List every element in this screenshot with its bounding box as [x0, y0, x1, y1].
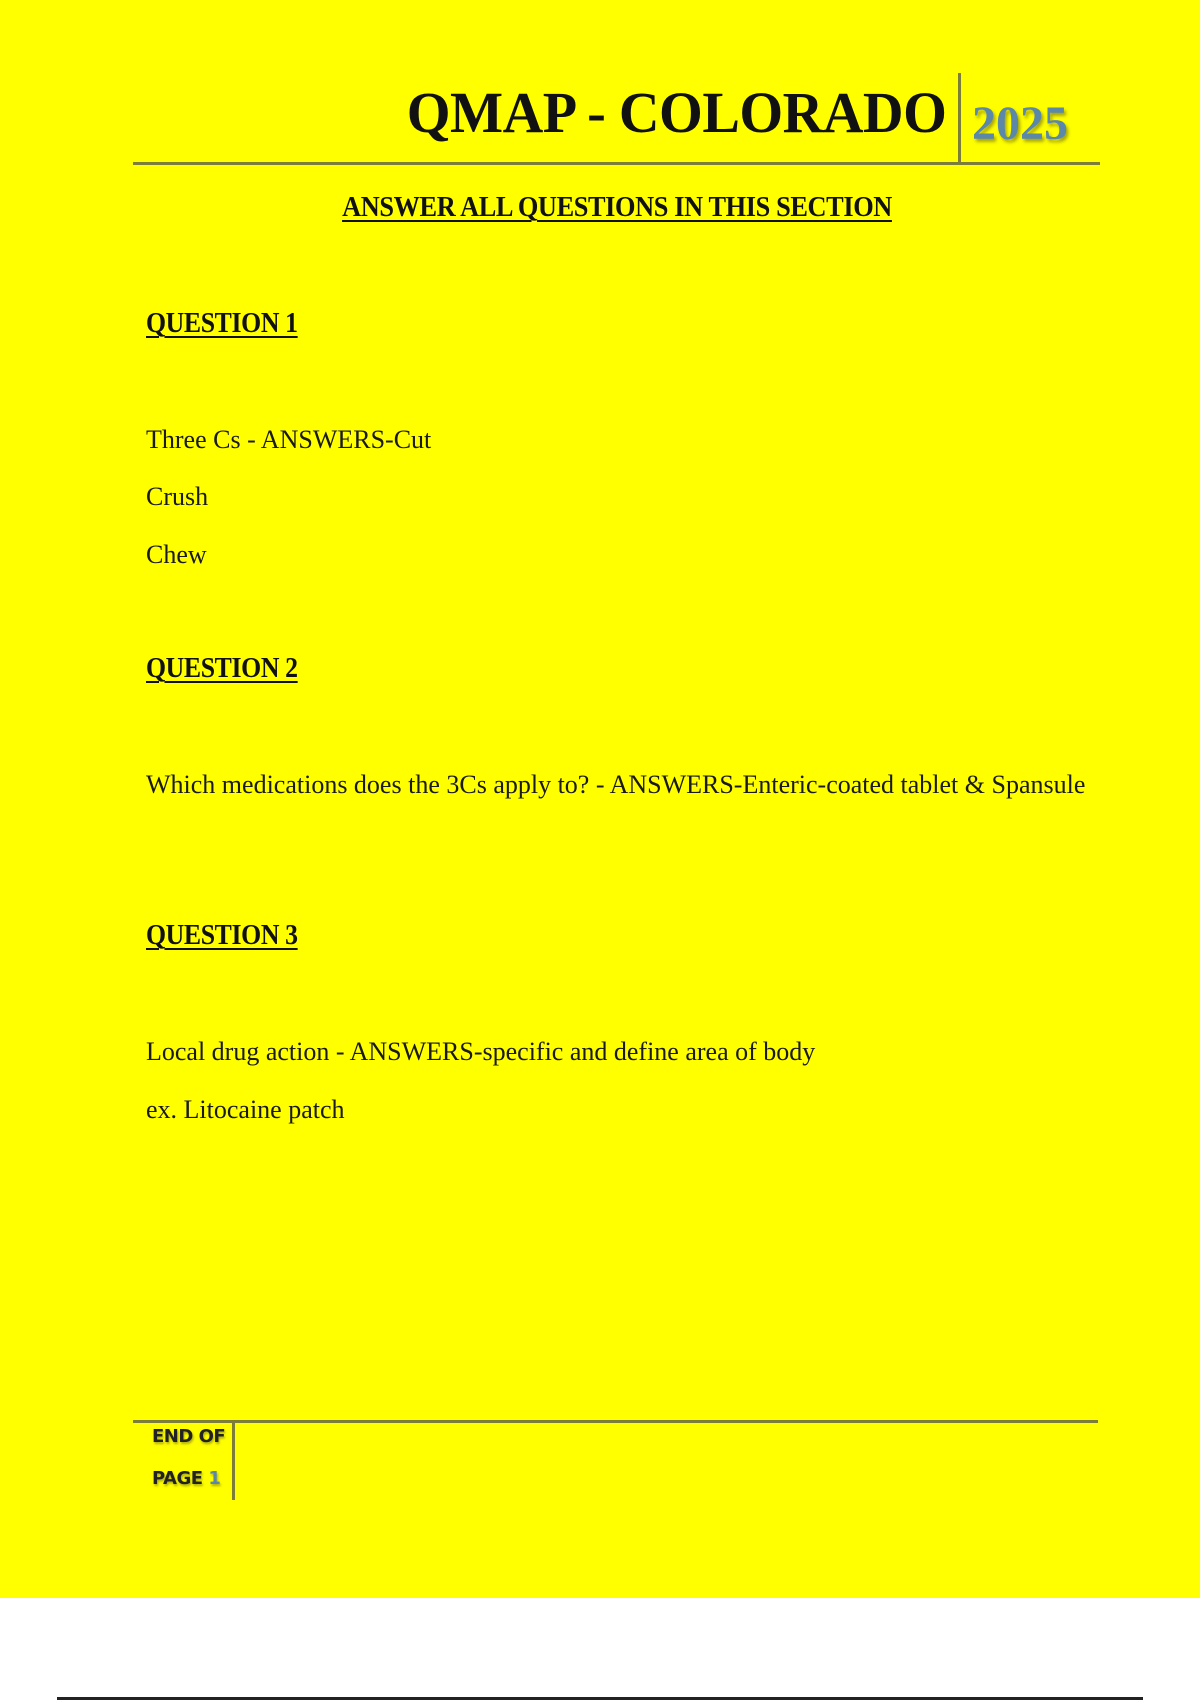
question-2-heading: QUESTION 2 [146, 653, 298, 684]
footer-rule [133, 1420, 1098, 1423]
question-3-line: ex. Litocaine patch [146, 1095, 345, 1124]
header-divider [958, 73, 961, 165]
question-1-line: Chew [146, 540, 207, 569]
footer-page-prefix: PAGE [152, 1468, 209, 1489]
footer-page-number: 1 [208, 1468, 221, 1489]
question-3-line: Local drug action - ANSWERS-specific and define area of body [146, 1037, 816, 1066]
document-title: QMAP - COLORADO [406, 80, 946, 145]
question-1-heading: QUESTION 1 [146, 308, 298, 339]
question-2-answer: Which medications does the 3Cs apply to? - ANSWERS-Enteric-coated tablet & Spansule [146, 770, 1086, 799]
question-1-line: Three Cs - ANSWERS-Cut [146, 425, 432, 454]
footer-end-of: END OF [152, 1426, 226, 1447]
footer-divider [232, 1420, 235, 1500]
question-3-heading: QUESTION 3 [146, 920, 298, 951]
header-rule [133, 162, 1100, 165]
section-heading: ANSWER ALL QUESTIONS IN THIS SECTION [342, 192, 892, 223]
question-1-line: Crush [146, 482, 209, 511]
document-year: 2025 [972, 97, 1068, 150]
footer-page-label [152, 1468, 220, 1489]
